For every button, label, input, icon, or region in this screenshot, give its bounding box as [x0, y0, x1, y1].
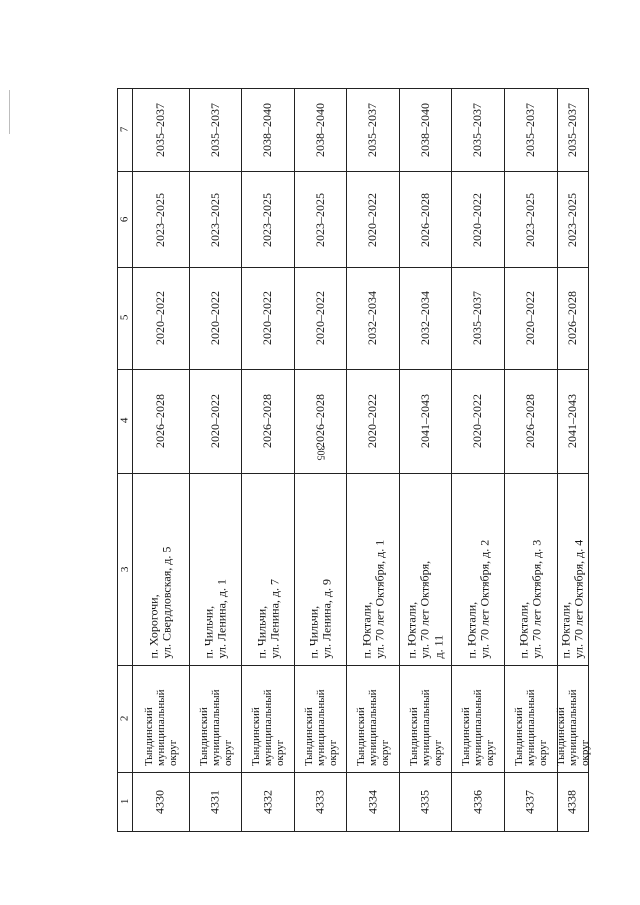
address-text: п. Чильчи, ул. Ленина, д. 7	[253, 578, 282, 659]
row-number: 4336	[470, 789, 485, 814]
column-number-cell	[118, 772, 133, 831]
period-value: 2026–2028	[260, 394, 275, 449]
row-number: 4338	[565, 789, 580, 814]
table-cell	[189, 772, 242, 831]
period-value: 2026–2028	[153, 394, 168, 449]
period-value: 2023–2025	[565, 192, 580, 247]
column-4-row	[118, 369, 589, 473]
table-cell	[399, 666, 452, 772]
table-cell	[557, 267, 588, 369]
column-number: 7	[118, 126, 131, 133]
municipality-name: Тындинский муниципальный округ	[512, 689, 549, 767]
row-number: 4337	[523, 789, 538, 814]
period-value: 2023–2025	[260, 192, 275, 247]
table-cell	[554, 666, 591, 772]
table-cell	[133, 89, 190, 172]
address-text: п. Юктали, ул. 70 лет Октября, д. 2	[463, 539, 492, 659]
row-number: 4333	[312, 789, 327, 814]
table-cell	[133, 369, 190, 473]
table-cell	[347, 369, 400, 473]
table-cell	[294, 666, 347, 772]
table-cell	[189, 172, 242, 268]
table-cell	[452, 172, 505, 268]
table-cell	[557, 369, 588, 473]
table-cell	[399, 172, 452, 268]
period-value: 2035–2037	[523, 103, 538, 158]
table-cell	[347, 172, 400, 268]
table-cell	[399, 369, 452, 473]
table-cell	[189, 473, 242, 666]
table-cell	[242, 89, 295, 172]
period-value: 2032–2034	[417, 291, 432, 346]
table-cell	[189, 666, 242, 772]
period-value: 2023–2025	[207, 192, 222, 247]
table-cell	[452, 666, 505, 772]
municipality-name: Тындинский муниципальный округ	[407, 689, 444, 767]
period-value: 2038–2040	[260, 103, 275, 158]
column-5-row	[118, 267, 589, 369]
period-value: 2020–2022	[365, 192, 380, 247]
table-cell	[294, 267, 347, 369]
municipality-name: Тындинский муниципальный округ	[554, 689, 591, 767]
period-value: 2020–2022	[153, 291, 168, 346]
row-number: 4331	[207, 789, 222, 814]
table-cell	[347, 89, 400, 172]
row-number: 4335	[417, 789, 432, 814]
table-cell	[347, 772, 400, 831]
column-number-cell	[118, 666, 133, 772]
table-cell	[133, 267, 190, 369]
table-cell	[133, 666, 190, 772]
period-value: 2041–2043	[565, 394, 580, 449]
row-number: 4332	[260, 789, 275, 814]
municipality-name: Тындинский муниципальный округ	[459, 689, 497, 767]
address-text: п. Юктали, ул. 70 лет Октября, д. 11	[404, 560, 446, 659]
column-number-cell	[118, 172, 133, 268]
address-text: п. Юктали, ул. 70 лет Октября, д. 1	[358, 539, 387, 659]
table-cell	[242, 666, 295, 772]
table-cell	[189, 89, 242, 172]
table-cell	[294, 89, 347, 172]
table-cell	[133, 772, 190, 831]
municipality-name: Тындинский муниципальный округ	[197, 689, 234, 767]
address-text: п. Чильчи, ул. Ленина, д. 9	[306, 578, 334, 659]
table-cell	[399, 772, 452, 831]
address-text: п. Юктали, ул. 70 лет Октября, д. 4	[558, 539, 586, 659]
municipality-name: Тындинский муниципальный округ	[249, 689, 287, 767]
page-number: 305	[314, 445, 326, 461]
period-value: 2020–2022	[207, 394, 222, 449]
table-cell	[294, 369, 347, 473]
period-value: 2020–2022	[312, 291, 327, 346]
period-value: 2035–2037	[470, 291, 485, 346]
table-cell	[452, 89, 505, 172]
table-cell	[294, 172, 347, 268]
column-2-row	[118, 666, 589, 772]
table-cell	[557, 172, 588, 268]
period-value: 2032–2034	[365, 291, 380, 346]
row-number: 4334	[365, 789, 380, 814]
address-text: п. Хорогочи, ул. Свердловская, д. 5	[146, 546, 174, 659]
table-cell	[557, 772, 588, 831]
period-value: 2023–2025	[523, 192, 538, 247]
period-value: 2020–2022	[365, 394, 380, 449]
table-cell	[242, 267, 295, 369]
table-cell	[294, 772, 347, 831]
period-value: 2026–2028	[312, 394, 327, 449]
period-value: 2038–2040	[417, 103, 432, 158]
municipality-name: Тындинский муниципальный округ	[354, 689, 392, 767]
table-cell	[189, 369, 242, 473]
period-value: 2035–2037	[470, 103, 485, 158]
table-cell	[242, 772, 295, 831]
period-value: 2023–2025	[312, 192, 327, 247]
period-value: 2035–2037	[565, 103, 580, 158]
column-6-row	[118, 172, 589, 268]
period-value: 2020–2022	[523, 291, 538, 346]
column-number-cell	[118, 89, 133, 172]
table-cell	[557, 89, 588, 172]
table-cell	[242, 473, 295, 666]
table-cell	[133, 473, 190, 666]
column-number: 5	[118, 315, 131, 321]
table-cell	[347, 666, 400, 772]
row-number: 4330	[153, 789, 168, 814]
table-cell	[399, 89, 452, 172]
table-cell	[347, 267, 400, 369]
data-table	[117, 88, 589, 832]
period-value: 2026–2028	[417, 192, 432, 247]
table-cell	[452, 473, 505, 666]
column-number: 6	[118, 216, 131, 222]
column-1-row	[118, 772, 589, 831]
column-number-cell	[118, 473, 133, 666]
table-cell	[347, 473, 400, 666]
table-cell	[294, 473, 347, 666]
period-value: 2038–2040	[312, 103, 327, 158]
period-value: 2026–2028	[565, 291, 580, 346]
table-cell	[242, 172, 295, 268]
period-value: 2035–2037	[153, 103, 168, 158]
column-number: 3	[118, 566, 131, 572]
table-cell	[133, 172, 190, 268]
column-number-cell	[118, 267, 133, 369]
municipality-name: Тындинский муниципальный округ	[302, 689, 339, 767]
period-value: 2026–2028	[523, 394, 538, 449]
table-cell	[557, 473, 588, 666]
period-value: 2035–2037	[207, 103, 222, 158]
column-number: 2	[118, 715, 131, 722]
period-value: 2020–2022	[260, 291, 275, 346]
table-cell	[242, 369, 295, 473]
column-number-cell	[118, 369, 133, 473]
table-cell	[452, 267, 505, 369]
period-value: 2041–2043	[417, 394, 432, 449]
table-cell	[399, 473, 452, 666]
period-value: 2020–2022	[470, 394, 485, 449]
table-cell	[452, 772, 505, 831]
municipality-name: Тындинский муниципальный округ	[142, 689, 180, 767]
table-cell	[189, 267, 242, 369]
table-cell	[399, 267, 452, 369]
period-value: 2020–2022	[207, 291, 222, 346]
address-text: п. Чильчи, ул. Ленина, д. 1	[201, 578, 229, 659]
column-number: 1	[118, 798, 131, 804]
column-7-row	[118, 89, 589, 172]
column-number: 4	[118, 418, 131, 424]
address-text: п. Юктали, ул. 70 лет Октября, д. 3	[516, 539, 544, 659]
table-cell	[452, 369, 505, 473]
period-value: 2020–2022	[470, 192, 485, 247]
period-value: 2023–2025	[153, 192, 168, 247]
scan-edge-mark	[9, 90, 10, 134]
column-3-row	[118, 473, 589, 666]
period-value: 2035–2037	[365, 103, 380, 158]
